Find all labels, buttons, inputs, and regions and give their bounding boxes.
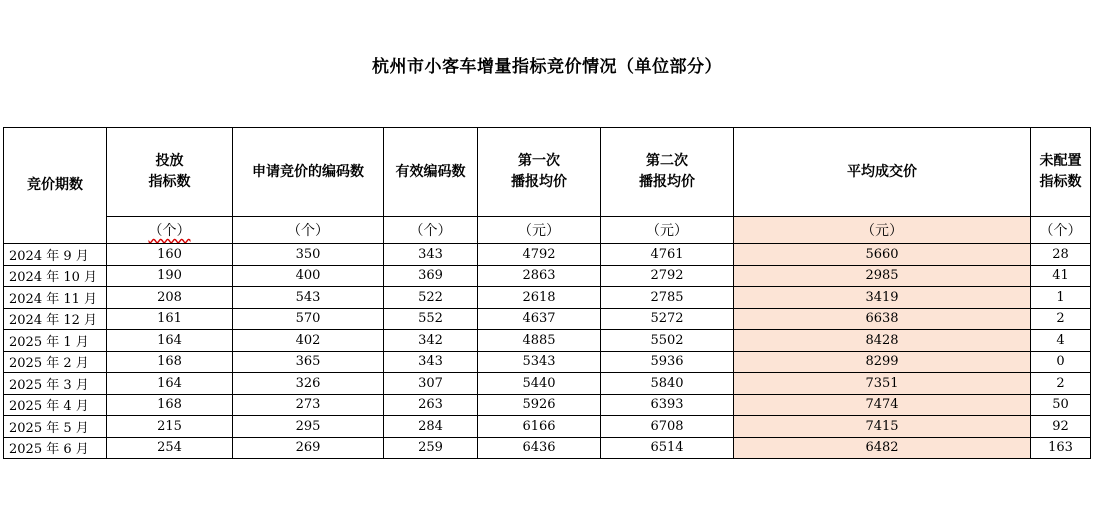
table-row — [4, 308, 1091, 330]
cell-period: 2025 年 4 月 — [4, 394, 107, 416]
header-first-price: 第一次 播报均价 — [478, 128, 601, 217]
unit-unallocated: （个） — [1031, 217, 1091, 244]
table-row — [4, 437, 1091, 459]
cell-valid: 284 — [384, 416, 478, 438]
cell-second-price: 6514 — [601, 437, 734, 459]
table-row — [4, 416, 1091, 438]
cell-unallocated: 41 — [1031, 265, 1091, 287]
table-row — [4, 287, 1091, 309]
cell-valid: 343 — [384, 244, 478, 266]
cell-applied: 402 — [233, 330, 384, 352]
unit-first-price: （元） — [478, 217, 601, 244]
cell-valid: 307 — [384, 373, 478, 395]
cell-first-price: 2618 — [478, 287, 601, 309]
cell-applied: 350 — [233, 244, 384, 266]
cell-unallocated: 28 — [1031, 244, 1091, 266]
cell-first-price: 6166 — [478, 416, 601, 438]
unit-row — [4, 217, 1091, 244]
cell-avg-price: 8428 — [734, 330, 1031, 352]
cell-second-price: 6393 — [601, 394, 734, 416]
cell-applied: 400 — [233, 265, 384, 287]
table-row — [4, 351, 1091, 373]
cell-first-price: 4637 — [478, 308, 601, 330]
unit-quota: （个） — [107, 217, 233, 244]
cell-avg-price: 6482 — [734, 437, 1031, 459]
header-unallocated: 未配置 指标数 — [1031, 128, 1091, 217]
cell-avg-price: 3419 — [734, 287, 1031, 309]
cell-unallocated: 0 — [1031, 351, 1091, 373]
table-row — [4, 330, 1091, 352]
cell-first-price: 5926 — [478, 394, 601, 416]
cell-period: 2025 年 6 月 — [4, 437, 107, 459]
cell-valid: 342 — [384, 330, 478, 352]
cell-valid: 263 — [384, 394, 478, 416]
cell-period: 2024 年 10 月 — [4, 265, 107, 287]
cell-applied: 543 — [233, 287, 384, 309]
cell-unallocated: 92 — [1031, 416, 1091, 438]
cell-applied: 326 — [233, 373, 384, 395]
cell-valid: 552 — [384, 308, 478, 330]
cell-second-price: 5936 — [601, 351, 734, 373]
cell-valid: 259 — [384, 437, 478, 459]
unit-applied: （个） — [233, 217, 384, 244]
cell-period: 2025 年 2 月 — [4, 351, 107, 373]
cell-unallocated: 50 — [1031, 394, 1091, 416]
cell-unallocated: 4 — [1031, 330, 1091, 352]
cell-valid: 343 — [384, 351, 478, 373]
header-period: 竞价期数 — [4, 128, 107, 244]
cell-second-price: 5272 — [601, 308, 734, 330]
cell-unallocated: 2 — [1031, 373, 1091, 395]
cell-period: 2025 年 3 月 — [4, 373, 107, 395]
cell-period: 2024 年 9 月 — [4, 244, 107, 266]
cell-period: 2025 年 5 月 — [4, 416, 107, 438]
page-title: 杭州市小客车增量指标竞价情况（单位部分） — [372, 57, 722, 77]
cell-avg-price: 7474 — [734, 394, 1031, 416]
cell-second-price: 2792 — [601, 265, 734, 287]
cell-quota: 190 — [107, 265, 233, 287]
cell-period: 2024 年 12 月 — [4, 308, 107, 330]
cell-unallocated: 1 — [1031, 287, 1091, 309]
header-avg-price: 平均成交价 — [734, 128, 1031, 217]
cell-quota: 254 — [107, 437, 233, 459]
table-row — [4, 265, 1091, 287]
cell-quota: 164 — [107, 330, 233, 352]
cell-avg-price: 6638 — [734, 308, 1031, 330]
table-row — [4, 244, 1091, 266]
bidding-table — [3, 127, 1091, 459]
cell-first-price: 4792 — [478, 244, 601, 266]
cell-quota: 164 — [107, 373, 233, 395]
cell-applied: 570 — [233, 308, 384, 330]
cell-first-price: 2863 — [478, 265, 601, 287]
header-valid: 有效编码数 — [384, 128, 478, 217]
header-second-price: 第二次 播报均价 — [601, 128, 734, 217]
cell-applied: 295 — [233, 416, 384, 438]
unit-second-price: （元） — [601, 217, 734, 244]
cell-applied: 269 — [233, 437, 384, 459]
cell-quota: 208 — [107, 287, 233, 309]
unit-valid: （个） — [384, 217, 478, 244]
cell-second-price: 6708 — [601, 416, 734, 438]
header-applied: 申请竞价的编码数 — [233, 128, 384, 217]
cell-second-price: 2785 — [601, 287, 734, 309]
cell-second-price: 5840 — [601, 373, 734, 395]
cell-first-price: 5440 — [478, 373, 601, 395]
cell-quota: 168 — [107, 394, 233, 416]
cell-avg-price: 5660 — [734, 244, 1031, 266]
unit-avg-price: （元） — [734, 217, 1031, 244]
table-row — [4, 373, 1091, 395]
cell-second-price: 4761 — [601, 244, 734, 266]
cell-applied: 365 — [233, 351, 384, 373]
cell-unallocated: 2 — [1031, 308, 1091, 330]
header-row — [4, 128, 1091, 217]
cell-period: 2025 年 1 月 — [4, 330, 107, 352]
cell-quota: 215 — [107, 416, 233, 438]
cell-valid: 369 — [384, 265, 478, 287]
header-quota: 投放 指标数 — [107, 128, 233, 217]
cell-avg-price: 7351 — [734, 373, 1031, 395]
cell-applied: 273 — [233, 394, 384, 416]
cell-unallocated: 163 — [1031, 437, 1091, 459]
cell-first-price: 4885 — [478, 330, 601, 352]
cell-avg-price: 8299 — [734, 351, 1031, 373]
cell-first-price: 6436 — [478, 437, 601, 459]
cell-quota: 168 — [107, 351, 233, 373]
cell-avg-price: 2985 — [734, 265, 1031, 287]
cell-avg-price: 7415 — [734, 416, 1031, 438]
cell-quota: 160 — [107, 244, 233, 266]
cell-valid: 522 — [384, 287, 478, 309]
table-row — [4, 394, 1091, 416]
cell-period: 2024 年 11 月 — [4, 287, 107, 309]
cell-quota: 161 — [107, 308, 233, 330]
cell-second-price: 5502 — [601, 330, 734, 352]
cell-first-price: 5343 — [478, 351, 601, 373]
